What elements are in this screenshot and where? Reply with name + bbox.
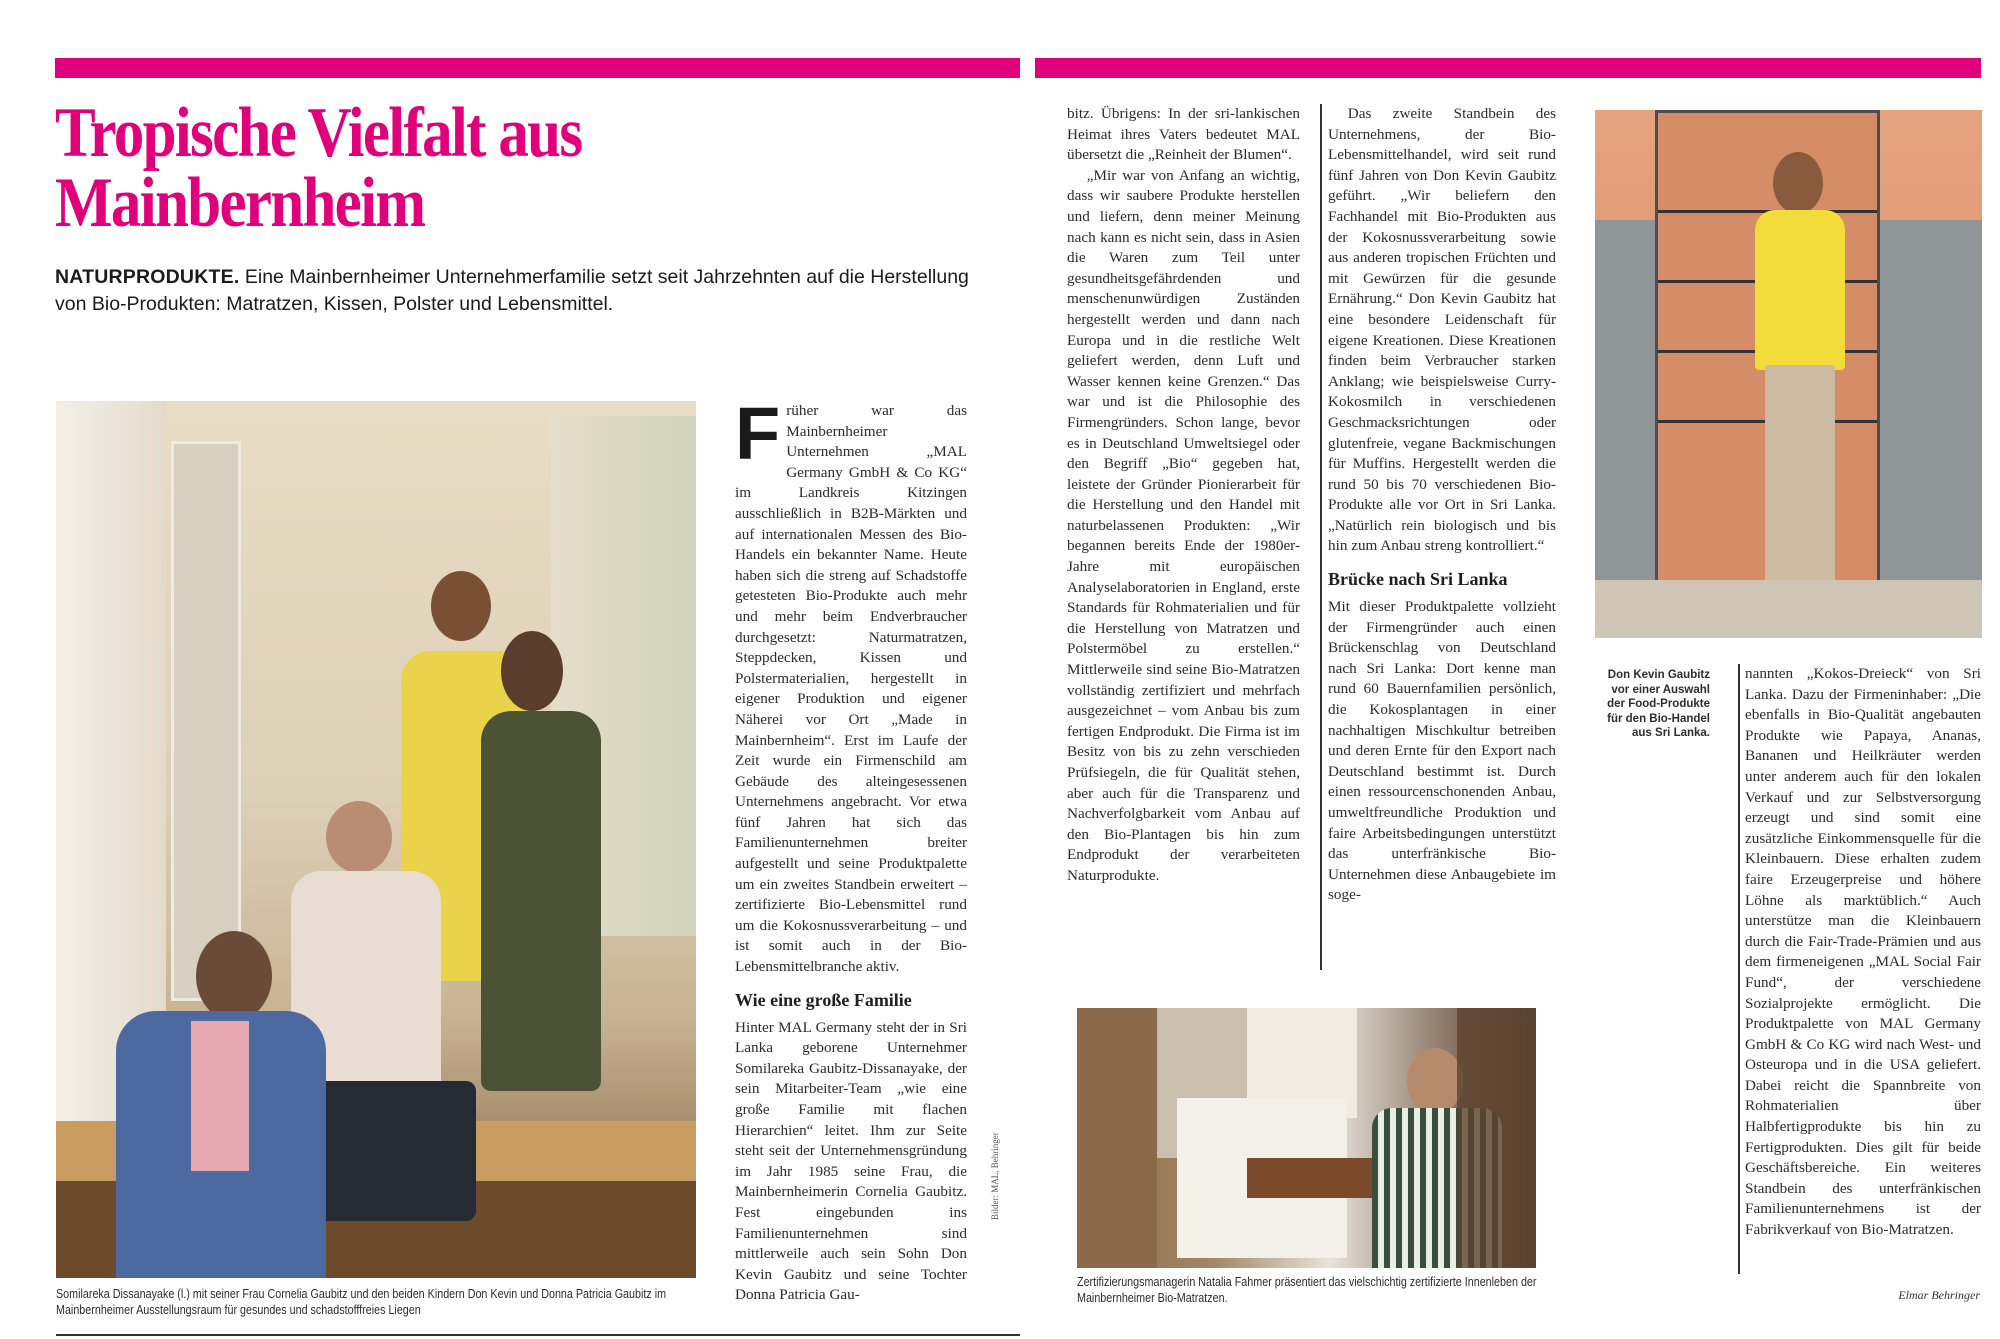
accent-bar-right bbox=[1035, 58, 1981, 78]
product-display-photo bbox=[1595, 110, 1982, 638]
column-4-paragraph-1: nannten „Kokos-Dreieck“ von Sri Lanka. Dazu der Firmeninhaber: „Die ebenfalls in Bio-Qualität angebauten Produkte wie Papaya, Ananas, Bananen und Heilkräuter werden unter anderem auch für den lokalen Verkauf und zur Selbstversorgung erzeugt und sind somit eine zusätzliche Einkommensquelle für die Kleinbauern. Diese erhalten zudem faire Erzeugerpreise und höhere Löhne als marktüblich.“ Auch unterstütze man die Kleinbauern durch die Fair-Trade-Prämien und aus dem firmeneigenen „MAL Social Fair Fund“, der verschiedene Sozialprojekte ermöglicht. Die Produktpalette von MAL Germany GmbH & Co KG wird nach West- und Osteuropa und in die USA geliefert. Dabei reicht die Spannbreite von Rohmaterialien über Halbfertigprodukte bis hin zu Fertigprodukten. Dies gilt für beide Geschäftsbereiche. Ein weiteres Standbein des unterfränkischen Familienunternehmens ist der Fabrikverkauf von Bio-Matratzen. bbox=[1745, 665, 1981, 1239]
product-display-caption: Don Kevin Gaubitz vor einer Auswahl der Food-Produkte für den Bio-Handel aus Sri Lanka. bbox=[1607, 669, 1710, 739]
column-1-paragraph-2: Hinter MAL Germany steht der in Sri Lanka geborene Unternehmer Somilareka Gaubitz-Dissanayake, der sein Mitarbeiter-Team „wie eine große Familie mit flachen Hierarchien“ leitet. Ihm zur Seite steht seit der Unternehmensgründung im Jahr 1985 seine Frau, die Mainbernheimerin Cornelia Gaubitz. Fest eingebunden ins Familienunternehmen sind mittlerweile auch sein Sohn Don Kevin Gaubitz und seine Tochter Donna Patricia Gau- bbox=[735, 1018, 967, 1304]
column-1-paragraph-1: rüher war das Mainbernheimer Unternehmen „MAL Germany GmbH & Co KG“ im Landkreis Kitzingen ausschließlich in B2B-Märkten und auf internationalen Messen des Bio-Handels ein bekannter Name. Heute haben sich die streng auf Schadstoffe getesteten Bio-Produkte auch mehr und mehr beim Endverbraucher durchgesetzt: Naturmatratzen, Steppdecken, Kissen und Polstermaterialien, hergestellt in eigener Produktion und eigener Näherei vor Ort „Made in Mainbernheim“. Erst im Laufe der Zeit wurde ein Firmenschild am Gebäude des alteingesessenen Unternehmens angebracht. Vor etwa fünf Jahren hat sich das Familienunternehmen breiter aufgestellt und seine Produktpalette um ein zweites Standbein erweitert – zertifizierte Bio-Lebensmittel rund um die Kokosnussverarbeitung – und ist somit auch in der Bio-Lebensmittelbranche aktiv. bbox=[735, 402, 967, 976]
column-rule bbox=[1320, 104, 1322, 970]
article-column-1 bbox=[735, 392, 967, 1306]
article-column-2 bbox=[1067, 104, 1300, 887]
family-photo-caption: Somilareka Dissanayake (l.) mit seiner Frau Cornelia Gaubitz und den beiden Kindern Don Kevin und Donna Patricia Gaubitz im Mainbernheimer Ausstellungsraum für gesundes und schadstofffreies Liegen bbox=[56, 1287, 667, 1317]
column-rule bbox=[1738, 664, 1740, 1274]
article-headline bbox=[55, 94, 829, 242]
deck-text: Eine Mainbernheimer Unternehmerfamilie setzt seit Jahrzehnten auf die Herstellung von Bio-Produkten: Matratzen, Kissen, Polster und Lebensmittel. bbox=[55, 266, 969, 315]
column-2-paragraph-2: „Mir war von Anfang an wichtig, dass wir saubere Produkte herstellen und liefern, denn meiner Meinung nach kann es nicht sein, dass in Asien die Waren zum Teil unter gesundheitsgefährdenden und menschenunwürdigen Zuständen hergestellt werden und dann nach Europa und in die restliche Welt geliefert werden, denn Luft und Wasser kennen keine Grenzen.“ Das war und ist die Philosophie des Firmengründers. Schon lange, bevor es in Deutschland Umweltsiegel oder den Begriff „Bio“ gegeben hat, leistete der Gründer Pionierarbeit für die Herstellung und den Handel mit naturbelassenen Produkten: „Wir begannen bereits Ende der 1980er-Jahre mit europäischen Analyselaboratorien in England, erste Standards für Rohmaterialien und für die Herstellung von Matratzen und Polstermöbel zu erstellen.“ Mittlerweile sind seine Bio-Matratzen vollständig zertifiziert und mehrfach ausgezeichnet – vom Anbau bis zum fertigen Endprodukt. Die Firma ist im Besitz von bis zu zehn verschieden Prüfsiegeln, die für Qualität stehen, aber auch für die Transparenz und Nachverfolgbarkeit vom Anbau auf den Bio-Plantagen bis hin zum Endprodukt der verarbeiteten Naturprodukte. bbox=[1067, 166, 1300, 884]
column-3-paragraph-1: Das zweite Standbein des Unternehmens, der Bio-Lebensmittelhandel, wird seit rund fünf Jahren von Don Kevin Gaubitz geführt. „Wir beliefern den Fachhandel mit Bio-Produkten aus der Kokosnussverarbeitung sowie aus anderen tropischen Früchten und mit Gewürzen für die gesunde Ernährung.“ Don Kevin Gaubitz hat eine besondere Leidenschaft für eigene Kreationen. Diese Kreationen finden beim Verbraucher starken Anklang; wie beispielsweise Curry-Kokosmilch in verschiedenen Geschmacksrichtungen oder glutenfreie, vegane Backmischungen für Muffins. Hergestellt werden die rund 50 bis 70 verschiedenen Bio-Produkte alle vor Ort in Sri Lanka. „Natürlich rein biologisch und bis hin zum Anbau streng kontrolliert.“ bbox=[1328, 105, 1556, 555]
subheading-bruecke-sri-lanka: Brücke nach Sri Lanka bbox=[1328, 569, 1508, 590]
author-byline: Elmar Behringer bbox=[1898, 1288, 1980, 1302]
column-3-paragraph-2: Mit dieser Produktpalette vollzieht der Firmengründer auch einen Brückenschlag von Deutschland nach Sri Lanka: Dort kenne man rund 60 Bauernfamilien persönlich, die Kokosplantagen in einer nachhaltigen Mischkultur betreiben und deren Ernte für den Export nach Deutschland bestimmt ist. Durch einen ressourcenschonenden Anbau, umweltfreundliche Produktion und faire Arbeitsbedingungen unterstützt das unterfränkische Bio-Unternehmen diese Anbaugebiete im soge- bbox=[1328, 598, 1556, 904]
article-column-4 bbox=[1745, 664, 1981, 1241]
mattress-photo-caption: Zertifizierungsmanagerin Natalia Fahmer präsentiert das vielschichtig zertifizierte Innenleben der Mainbernheimer Bio-Matratzen. bbox=[1077, 1275, 1537, 1305]
drop-cap: F bbox=[735, 392, 781, 475]
family-photo bbox=[56, 401, 696, 1278]
photo-credit: Bilder: MAL, Behringer bbox=[990, 1132, 1000, 1220]
subheading-grosse-familie: Wie eine große Familie bbox=[735, 989, 912, 1010]
headline-line-2: Mainbernheim bbox=[55, 164, 425, 242]
column-2-paragraph-1: bitz. Übrigens: In der sri-lankischen Heimat ihres Vaters bedeutet MAL übersetzt die „Reinheit der Blumen“. bbox=[1067, 105, 1300, 164]
article-deck bbox=[55, 264, 975, 318]
headline-line-1: Tropische Vielfalt aus bbox=[55, 94, 582, 172]
accent-bar-left bbox=[55, 58, 1020, 78]
bottom-rule bbox=[56, 1334, 1020, 1336]
deck-kicker: NATURPRODUKTE. bbox=[55, 266, 240, 288]
mattress-photo bbox=[1077, 1008, 1536, 1268]
article-column-3 bbox=[1328, 104, 1556, 906]
